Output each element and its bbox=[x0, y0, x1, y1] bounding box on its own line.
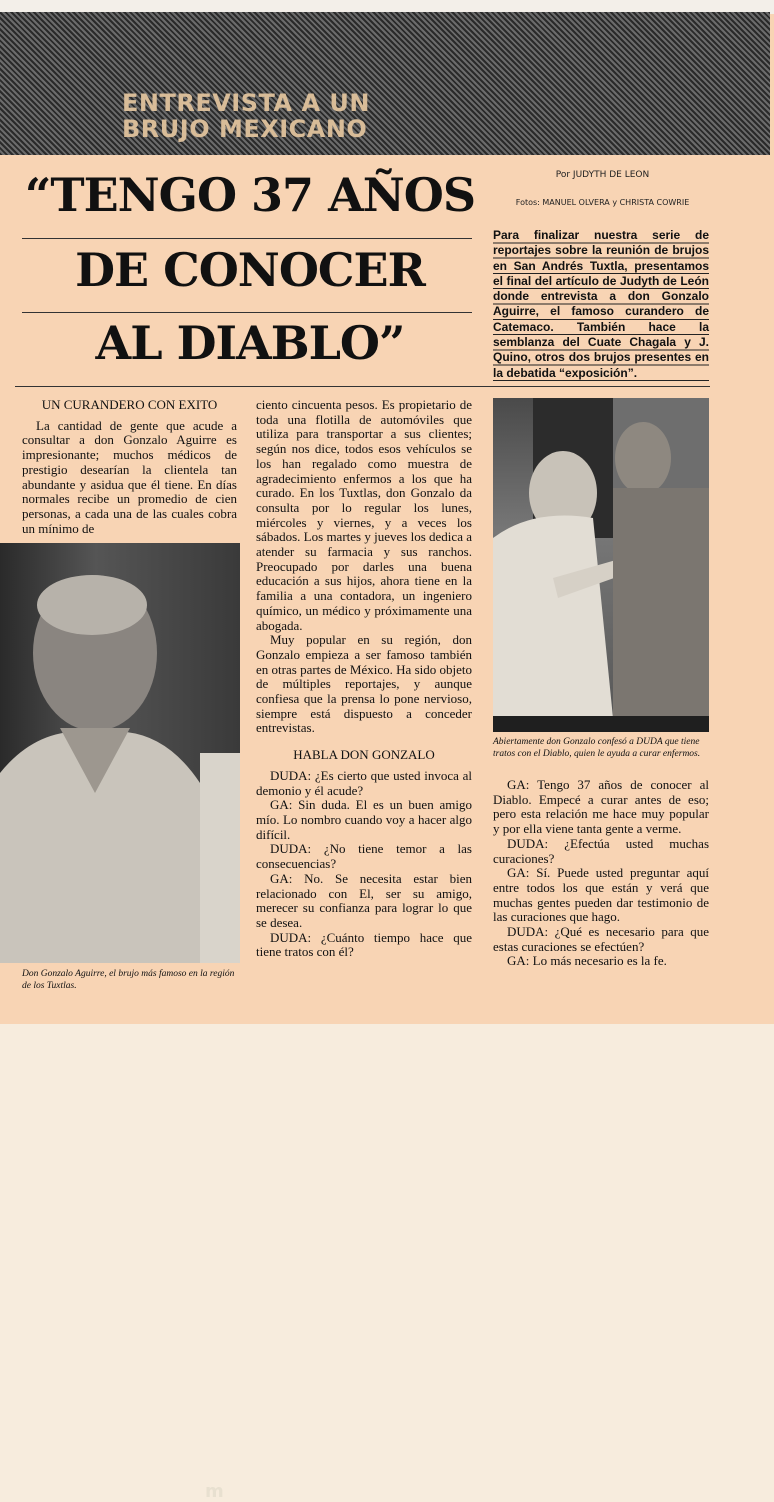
banner-title: ENTREVISTA A UN BRUJO MEXICANO bbox=[122, 89, 370, 143]
column-3 bbox=[493, 778, 709, 969]
gesturing-illustration bbox=[493, 398, 709, 732]
question: DUDA: ¿Es cierto que usted invoca al demonio y él acude? bbox=[256, 767, 472, 798]
section-heading-curandero: UN CURANDERO CON EXITO bbox=[41, 397, 218, 412]
answer: GA: Sí. Puede usted preguntar aquí entre todos los que están y verá que muchas gentes pueden dar testimonio de las curaciones que hago. bbox=[493, 865, 709, 925]
question: DUDA: ¿Qué es necesario para que estas curaciones se efectúen? bbox=[493, 924, 709, 954]
intro-paragraph: Para finalizar nuestra serie de reportajes sobre la reunión de brujos en San Andrés Tuxtla, presentamos el final del artículo de Judyth de León donde entrevista a don Gonzalo Aguirre, el famoso curandero de Catemaco. También hace la semblanza del Cuate Chagala y J. Quino, otros dos brujos presentes en la debatida “exposición”. bbox=[493, 228, 709, 380]
headline-line-3: AL DIABLO” bbox=[95, 316, 405, 370]
question: DUDA: ¿Efectúa usted muchas curaciones? bbox=[493, 835, 709, 866]
headline-rule-3 bbox=[15, 386, 710, 387]
paragraph: ciento cincuenta pesos. Es propietario de toda una flotilla de automóviles que utiliza para transportar a sus clientes; según nos dice, todos esos vehículos se los han regalado como muestra de agradecimiento enfermos a los que ha curado. En los Tuxtlas, don Gonzalo da consulta por lo regular los lunes, miércoles y viernes, y a veces los sábados. Los martes y jueves los dedica a atender su farmacia y sus ranchos. Preocupado por darles una buena educación a sus hijos, ahora tiene en la familia a una contadora, un ingeniero químico, un médico y próximamente una abogada. bbox=[256, 397, 472, 633]
column-2 bbox=[256, 398, 472, 960]
paragraph: La cantidad de gente que acude a consultar a don Gonzalo Aguirre es impresionante; muchos médicos de prestigio desearían la clientela tan abundante y asidua que él tiene. En días normales recibe un promedio de cien personas, a cada una de las cuales cobra un mínimo de bbox=[22, 417, 237, 536]
photo-don-gonzalo-gesturing bbox=[493, 398, 709, 732]
headline-rule-1 bbox=[22, 238, 472, 239]
headline-line-2: DE CONOCER bbox=[75, 243, 425, 297]
paragraph: Muy popular en su región, don Gonzalo empieza a ser famoso también en otras partes de México. Ha sido objeto de múltiples reportajes, y aunque confiesa que la prensa lo pone nervioso, siempre está dispuesto a conceder entrevistas. bbox=[256, 632, 472, 736]
header-banner bbox=[0, 12, 770, 155]
byline-photos: Fotos: MANUEL OLVERA y CHRISTA COWRIE bbox=[515, 198, 690, 207]
byline-author: Por JUDYTH DE LEON bbox=[555, 170, 650, 180]
answer: GA: No. Se necesita estar bien relacionado con El, ser su amigo, merecer su confianza para lograr lo que se desea. bbox=[256, 870, 472, 930]
portrait-illustration bbox=[0, 543, 240, 963]
photo-mark: m bbox=[205, 1481, 224, 1502]
headline-rule-2 bbox=[22, 312, 472, 313]
question: DUDA: ¿Cuánto tiempo hace que tiene tratos con él? bbox=[256, 929, 472, 960]
photo-1-caption: Don Gonzalo Aguirre, el brujo más famoso en la región de los Tuxtlas. bbox=[22, 969, 235, 991]
question: DUDA: ¿No tiene temor a las consecuencias? bbox=[256, 841, 472, 872]
section-heading-habla: HABLA DON GONZALO bbox=[293, 747, 435, 763]
answer: GA: Tengo 37 años de conocer al Diablo. Empecé a curar antes de eso; pero esta relación me hace muy popular y por ella viene tanta gente a verme. bbox=[493, 777, 709, 837]
headline-line-1: “TENGO 37 AÑOS bbox=[24, 168, 476, 222]
column-1 bbox=[22, 398, 237, 536]
photo-2-caption: Abiertamente don Gonzalo confesó a DUDA que tiene tratos con el Diablo, quien le ayuda a curar enfermos. bbox=[493, 737, 701, 759]
answer: GA: Sin duda. El es un buen amigo mío. Lo nombro cuando voy a hacer algo difícil. bbox=[256, 797, 472, 842]
answer: GA: Lo más necesario es la fe. bbox=[507, 953, 667, 969]
